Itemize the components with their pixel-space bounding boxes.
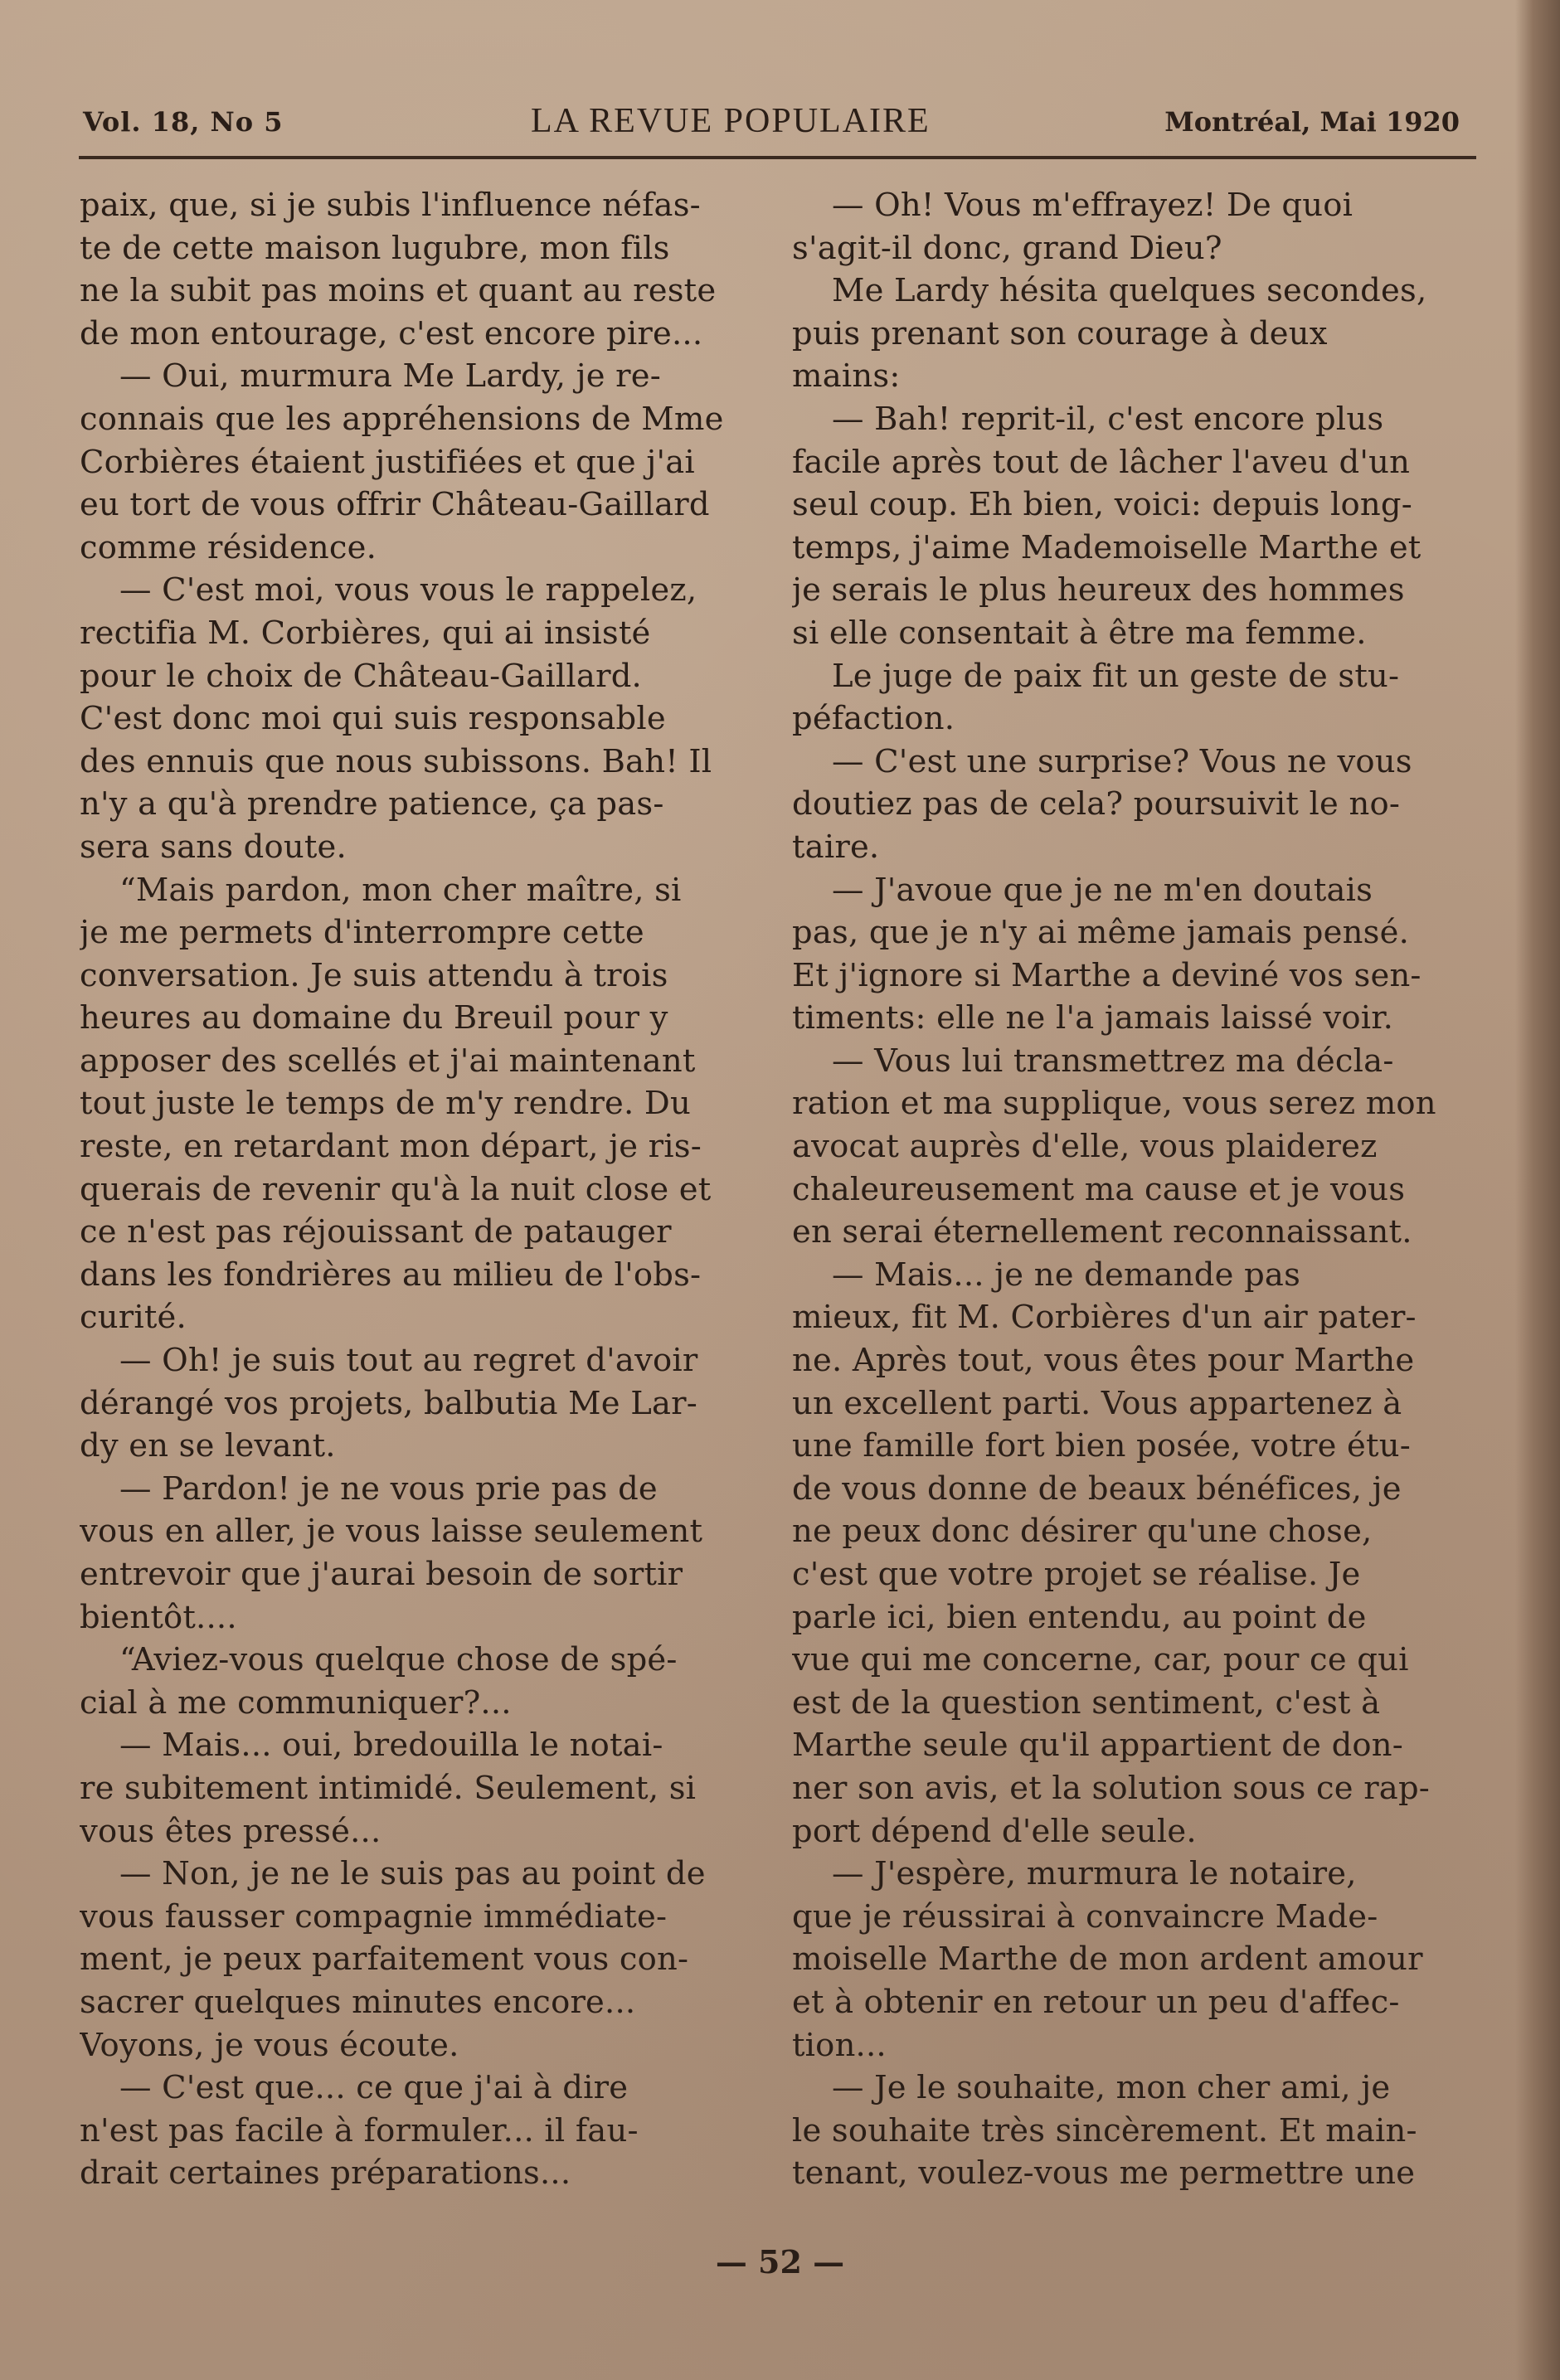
text-line: port dépend d'elle seule.: [792, 1812, 1197, 1850]
text-line: — Mais... je ne demande pas: [832, 1256, 1301, 1294]
text-line: en serai éternellement reconnaissant.: [792, 1213, 1412, 1251]
text-line: sera sans doute.: [80, 828, 347, 866]
text-line: — Je le souhaite, mon cher ami, je: [832, 2069, 1391, 2107]
text-line: dy en se levant.: [80, 1427, 336, 1465]
text-line: n'est pas facile à formuler... il fau-: [80, 2111, 639, 2149]
text-line: bientôt....: [80, 1598, 237, 1636]
publication-title: LA REVUE POPULAIRE: [531, 102, 931, 140]
text-line: le souhaite très sincèrement. Et main-: [792, 2111, 1417, 2149]
text-line: pas, que je n'y ai même jamais pensé.: [792, 914, 1410, 952]
text-line: de mon entourage, c'est encore pire...: [80, 314, 703, 352]
text-line: tion...: [792, 2026, 887, 2064]
text-line: une famille fort bien posée, votre étu-: [792, 1427, 1411, 1465]
text-line: — C'est moi, vous vous le rappelez,: [119, 571, 697, 610]
text-line: vous fausser compagnie immédiate-: [80, 1897, 668, 1936]
text-line: je serais le plus heureux des hommes: [792, 571, 1405, 610]
text-line: timents: elle ne l'a jamais laissé voir.: [792, 999, 1394, 1037]
text-line: un excellent parti. Vous appartenez à: [792, 1384, 1402, 1422]
text-line: re subitement intimidé. Seulement, si: [80, 1769, 697, 1807]
text-line: vous en aller, je vous laisse seulement: [80, 1513, 703, 1551]
text-line: — C'est que... ce que j'ai à dire: [119, 2069, 629, 2107]
text-line: que je réussirai à convaincre Made-: [792, 1897, 1378, 1936]
text-line: est de la question sentiment, c'est à: [792, 1683, 1381, 1722]
text-line: — Mais... oui, bredouilla le notai-: [119, 1727, 663, 1765]
text-line: Corbières étaient justifiées et que j'ai: [80, 443, 695, 481]
text-line: si elle consentait à être ma femme.: [792, 614, 1367, 652]
text-line: entrevoir que j'aurai besoin de sortir: [80, 1556, 683, 1593]
text-line: cial à me communiquer?...: [80, 1683, 512, 1722]
text-line: de vous donne de beaux bénéfices, je: [792, 1469, 1402, 1508]
text-line: paix, que, si je subis l'influence néfas-: [80, 187, 701, 224]
place-date: Montréal, Mai 1920: [1164, 106, 1460, 138]
text-line: — J'espère, murmura le notaire,: [832, 1855, 1357, 1893]
text-line: drait certaines préparations...: [80, 2154, 571, 2193]
text-line: querais de revenir qu'à la nuit close et: [80, 1170, 712, 1208]
text-line: doutiez pas de cela? poursuivit le no-: [792, 785, 1401, 823]
text-line: avocat auprès d'elle, vous plaiderez: [792, 1128, 1378, 1166]
text-line: péfaction.: [792, 700, 955, 738]
text-line: reste, en retardant mon départ, je ris-: [80, 1128, 702, 1166]
text-line: te de cette maison lugubre, mon fils: [80, 229, 670, 267]
text-line: Le juge de paix fit un geste de stu-: [832, 657, 1400, 695]
text-line: connais que les appréhensions de Mme: [80, 400, 724, 438]
text-column-left: [80, 184, 760, 2195]
text-line: comme résidence.: [80, 528, 377, 566]
text-line: ce n'est pas réjouissant de patauger: [80, 1213, 672, 1251]
text-line: vous êtes pressé...: [80, 1812, 381, 1850]
text-line: et à obtenir en retour un peu d'affec-: [792, 1983, 1400, 2021]
header-rule: [79, 156, 1476, 159]
binding-edge: [1515, 0, 1560, 2380]
volume-number: Vol. 18, No 5: [83, 106, 284, 138]
text-line: — Oui, murmura Me Lardy, je re-: [119, 357, 661, 396]
page-header: [83, 102, 1460, 156]
text-line: tenant, voulez-vous me permettre une: [792, 2154, 1416, 2193]
text-line: Voyons, je vous écoute.: [80, 2026, 459, 2064]
text-line: “Aviez-vous quelque chose de spé-: [119, 1641, 678, 1679]
text-line: — Oh! Vous m'effrayez! De quoi: [832, 187, 1353, 224]
text-line: ration et ma supplique, vous serez mon: [792, 1085, 1436, 1123]
text-line: heures au domaine du Breuil pour y: [80, 999, 668, 1037]
text-line: ne la subit pas moins et quant au reste: [80, 272, 717, 310]
text-line: — C'est une surprise? Vous ne vous: [832, 742, 1412, 780]
text-line: C'est donc moi qui suis responsable: [80, 700, 666, 738]
text-line: taire.: [792, 828, 880, 866]
text-line: — Vous lui transmettrez ma décla-: [832, 1042, 1394, 1080]
text-line: vue qui me concerne, car, pour ce qui: [792, 1641, 1409, 1679]
page-number: — 52 —: [715, 2243, 845, 2280]
text-line: ment, je peux parfaitement vous con-: [80, 1940, 689, 1979]
text-line: Marthe seule qu'il appartient de don-: [792, 1727, 1404, 1765]
text-line: — J'avoue que je ne m'en doutais: [832, 871, 1373, 909]
text-line: — Bah! reprit-il, c'est encore plus: [832, 400, 1384, 438]
text-line: dérangé vos projets, balbutia Me Lar-: [80, 1384, 697, 1422]
text-line: pour le choix de Château-Gaillard.: [80, 657, 642, 695]
text-line: conversation. Je suis attendu à trois: [80, 956, 668, 994]
text-line: apposer des scellés et j'ai maintenant: [80, 1042, 696, 1080]
text-line: curité.: [80, 1299, 187, 1337]
text-line: — Non, je ne le suis pas au point de: [119, 1855, 706, 1893]
text-line: ner son avis, et la solution sous ce rap-: [792, 1769, 1431, 1807]
text-line: mains:: [792, 357, 901, 396]
text-line: Me Lardy hésita quelques secondes,: [832, 272, 1427, 310]
text-line: — Pardon! je ne vous prie pas de: [119, 1469, 658, 1508]
text-line: dans les fondrières au milieu de l'obs-: [80, 1256, 702, 1294]
text-line: ne peux donc désirer qu'une chose,: [792, 1513, 1373, 1551]
text-line: tout juste le temps de m'y rendre. Du: [80, 1085, 691, 1123]
text-line: moiselle Marthe de mon ardent amour: [792, 1940, 1423, 1979]
text-line: puis prenant son courage à deux: [792, 314, 1328, 352]
text-line: rectifia M. Corbières, qui ai insisté: [80, 614, 651, 652]
text-line: chaleureusement ma cause et je vous: [792, 1170, 1406, 1208]
text-line: n'y a qu'à prendre patience, ça pas-: [80, 785, 664, 823]
text-line: s'agit-il donc, grand Dieu?: [792, 229, 1222, 267]
text-line: je me permets d'interrompre cette: [80, 914, 644, 952]
text-line: — Oh! je suis tout au regret d'avoir: [119, 1342, 698, 1380]
text-line: eu tort de vous offrir Château-Gaillard: [80, 486, 710, 524]
text-line: des ennuis que nous subissons. Bah! Il: [80, 742, 712, 780]
text-line: Et j'ignore si Marthe a deviné vos sen-: [792, 956, 1421, 994]
text-line: parle ici, bien entendu, au point de: [792, 1598, 1367, 1636]
text-line: facile après tout de lâcher l'aveu d'un: [792, 443, 1411, 481]
text-line: c'est que votre projet se réalise. Je: [792, 1556, 1361, 1593]
text-line: temps, j'aime Mademoiselle Marthe et: [792, 528, 1421, 566]
text-line: “Mais pardon, mon cher maître, si: [119, 871, 682, 909]
text-line: seul coup. Eh bien, voici: depuis long-: [792, 486, 1412, 524]
text-line: mieux, fit M. Corbières d'un air pater-: [792, 1299, 1417, 1337]
text-line: sacrer quelques minutes encore...: [80, 1983, 636, 2021]
text-column-right: [792, 184, 1472, 2195]
text-line: ne. Après tout, vous êtes pour Marthe: [792, 1342, 1415, 1380]
